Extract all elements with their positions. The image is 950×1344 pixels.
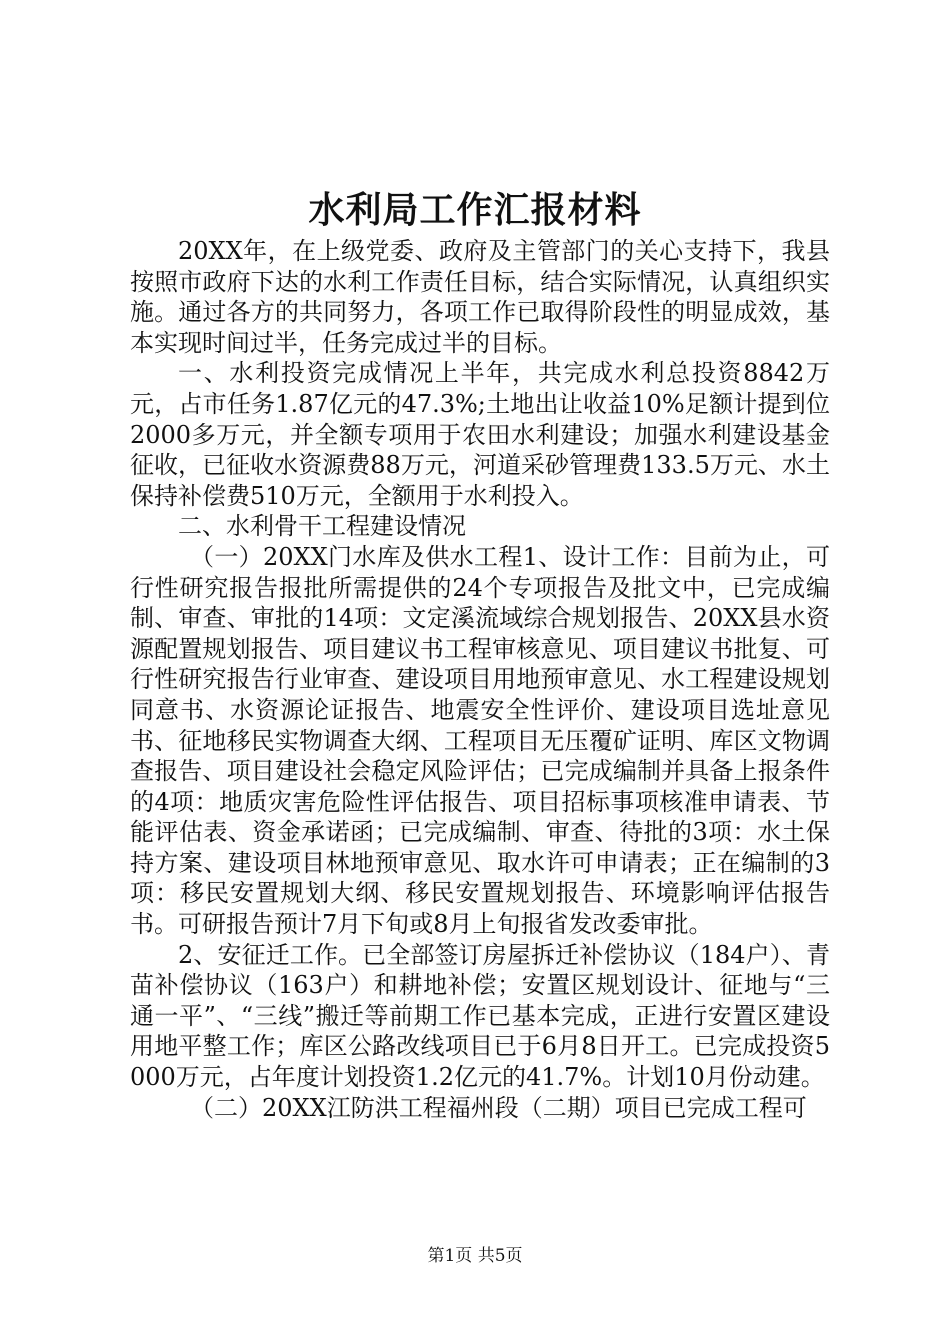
page-title: 水利局工作汇报材料 bbox=[308, 189, 642, 231]
paragraph-resettlement: 2、安征迁工作。已全部签订房屋拆迁补偿协议（184户）、青苗补偿协议（163户）和耕地补偿；安置区规划设计、征地与“三通一平”、“三线”搬迁等前期工作已基本完成，正进行安置区建设用地平整工作；库区公路改线项目已于6月8日开工。已完成投资5000万元，占年度计划投资1.2亿元的41.7%。计划10月份动建。 bbox=[130, 940, 830, 1092]
paragraph-section-heading: 二、水利骨干工程建设情况 bbox=[178, 512, 466, 541]
paragraph-intro: 20XX年，在上级党委、政府及主管部门的关心支持下，我县按照市政府下达的水利工作责任目标，结合实际情况，认真组织实施。通过各方的共同努力，各项工作已取得阶段性的明显成效，基本实现时间过半，任务完成过半的目标。 bbox=[130, 237, 830, 357]
paragraph-reservoir-design: （一）20XX门水库及供水工程1、设计工作：目前为止，可行性研究报告报批所需提供的24个专项报告及批文中，已完成编制、审查、审批的14项：文定溪流域综合规划报告、20XX县水资源配置规划报告、项目建议书工程审核意见、项目建议书批复、可行性研究报告行业审查、建设项目用地预审意见、水工程建设规划同意书、水资源论证报告、地震安全性评价、建设项目选址意见书、征地移民实物调查大纲、工程项目无压覆矿证明、库区文物调查报告、项目建设社会稳定风险评估；已完成编制并具备上报条件的4项：地质灾害危险性评估报告、项目招标事项核准申请表、节能评估表、资金承诺函；已完成编制、审查、待批的3项：水土保持方案、建设项目林地预审意见、取水许可申请表；正在编制的3项：移民安置规划大纲、移民安置规划报告、环境影响评估报告书。可研报告预计7月下旬或8月上旬报省发改委审批。 bbox=[130, 542, 830, 939]
document-body bbox=[130, 236, 830, 1123]
paragraph-flood-control: （二）20XX江防洪工程福州段（二期）项目已完成工程可 bbox=[190, 1093, 807, 1122]
paragraph-investment: 一、水利投资完成情况上半年，共完成水利总投资8842万元，占市任务1.87亿元的47.3%;土地出让收益10%足额计提到位2000多万元，并全额专项用于农田水利建设；加强水利建设基金征收，已征收水资源费88万元，河道采砂管理费133.5万元、水土保持补偿费510万元，全额用于水利投入。 bbox=[130, 359, 830, 510]
page-number-footer: 第1页 共5页 bbox=[427, 1246, 523, 1266]
